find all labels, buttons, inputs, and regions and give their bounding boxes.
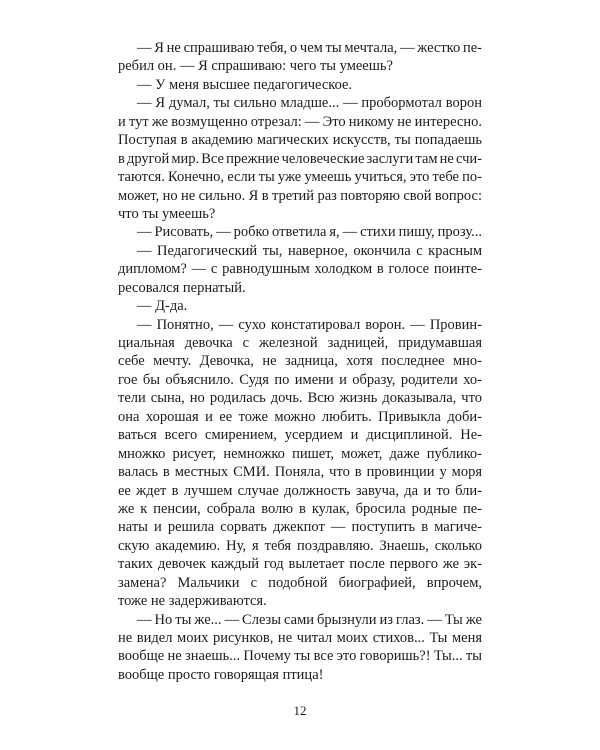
- text-line: в другой мир. Все прежние человеческие заслуги там не счи-: [118, 150, 482, 167]
- text-line: скую академию. Ну, я тебя поздравляю. Знаешь, сколько: [118, 537, 482, 554]
- text-line: ребил он. — Я спрашиваю: чего ты умеешь?: [118, 58, 393, 75]
- text-line: циальная девочка с железной задницей, придумавшая: [118, 335, 482, 351]
- paragraph: [118, 76, 482, 94]
- paragraph: [118, 223, 482, 241]
- text-line: ваться всего смирением, усердием и дисциплиной. Не-: [118, 427, 482, 444]
- text-line: гое бы объяснило. Судя по имени и образу, родители хо-: [118, 371, 482, 388]
- text-line: множко рисует, немножко пишет, может, даже публико-: [118, 445, 482, 462]
- text-line: замена? Мальчики с подобной биографией, впрочем,: [118, 574, 482, 591]
- text-line: — Но ты же... — Слезы сами брызнули из глаз. — Ты же: [137, 611, 482, 628]
- text-line: — Д-да.: [137, 298, 188, 315]
- text-line: не видел моих рисунков, не читал моих стихов... Ты меня: [118, 630, 482, 646]
- text-line: валась в местных СМИ. Поняла, что в провинции у моря: [118, 464, 482, 481]
- text-line: ее ждет в лучшем случае должность завуча, да и то бли-: [118, 482, 482, 499]
- paragraph: [118, 611, 482, 685]
- text-line: наты и решила сорвать джекпот — поступить в магиче-: [118, 519, 482, 536]
- text-line: и тут же возмущенно отрезал: — Это никому не интересно.: [118, 113, 482, 130]
- paragraph: [118, 39, 482, 76]
- page-number: 12: [293, 703, 307, 718]
- text-line: вообще не знаешь... Почему ты все это говоришь?! Ты... ты: [118, 648, 482, 665]
- text-line: — Понятно, — сухо констатировал ворон. — Провин-: [137, 316, 482, 333]
- text-line: тели сына, но родилась дочь. Всю жизнь доказывала, что: [118, 390, 482, 407]
- text-line: ресовался пернатый.: [118, 279, 246, 296]
- text-line: дипломом? — с равнодушным холодком в голосе поинте-: [118, 261, 482, 278]
- text-line: таются. Конечно, если ты уже умеешь учиться, это тебе по-: [118, 169, 482, 186]
- text-line: может, но не сильно. Я в третий раз повторяю свой вопрос:: [118, 187, 482, 204]
- text-line: таких девочек каждый год вылетает после первого же эк-: [118, 556, 482, 573]
- text-line: — Я не спрашиваю тебя, о чем ты мечтала, — жестко пе-: [137, 40, 482, 56]
- text-line: — Рисовать, — робко ответила я, — стихи пишу, прозу...: [137, 224, 482, 241]
- text-line: она хорошая и ее тоже можно любить. Привыкла доби-: [118, 408, 482, 425]
- paragraph: [118, 94, 482, 223]
- text-line: Поступая в академию магических искусств, ты попадаешь: [118, 132, 482, 149]
- text-line: вообще просто говорящая птица!: [118, 666, 324, 683]
- paragraph: [118, 316, 482, 611]
- text-line: себе мечту. Девочка, не задница, хотя последнее мно-: [118, 353, 482, 370]
- paragraph: [118, 297, 482, 315]
- paragraph: [118, 242, 482, 297]
- text-line: что ты умеешь?: [118, 205, 216, 222]
- text-line: же к пенсии, собрала волю в кулак, бросила родные пе-: [118, 500, 482, 517]
- text-line: — У меня высшее педагогическое.: [137, 76, 353, 93]
- text-line: тоже не задерживаются.: [118, 593, 267, 610]
- text-line: — Я думал, ты сильно младше... — пробормотал ворон: [137, 95, 482, 112]
- text-line: — Педагогический ты, наверное, окончила с красным: [137, 242, 482, 259]
- body-text: [118, 39, 482, 684]
